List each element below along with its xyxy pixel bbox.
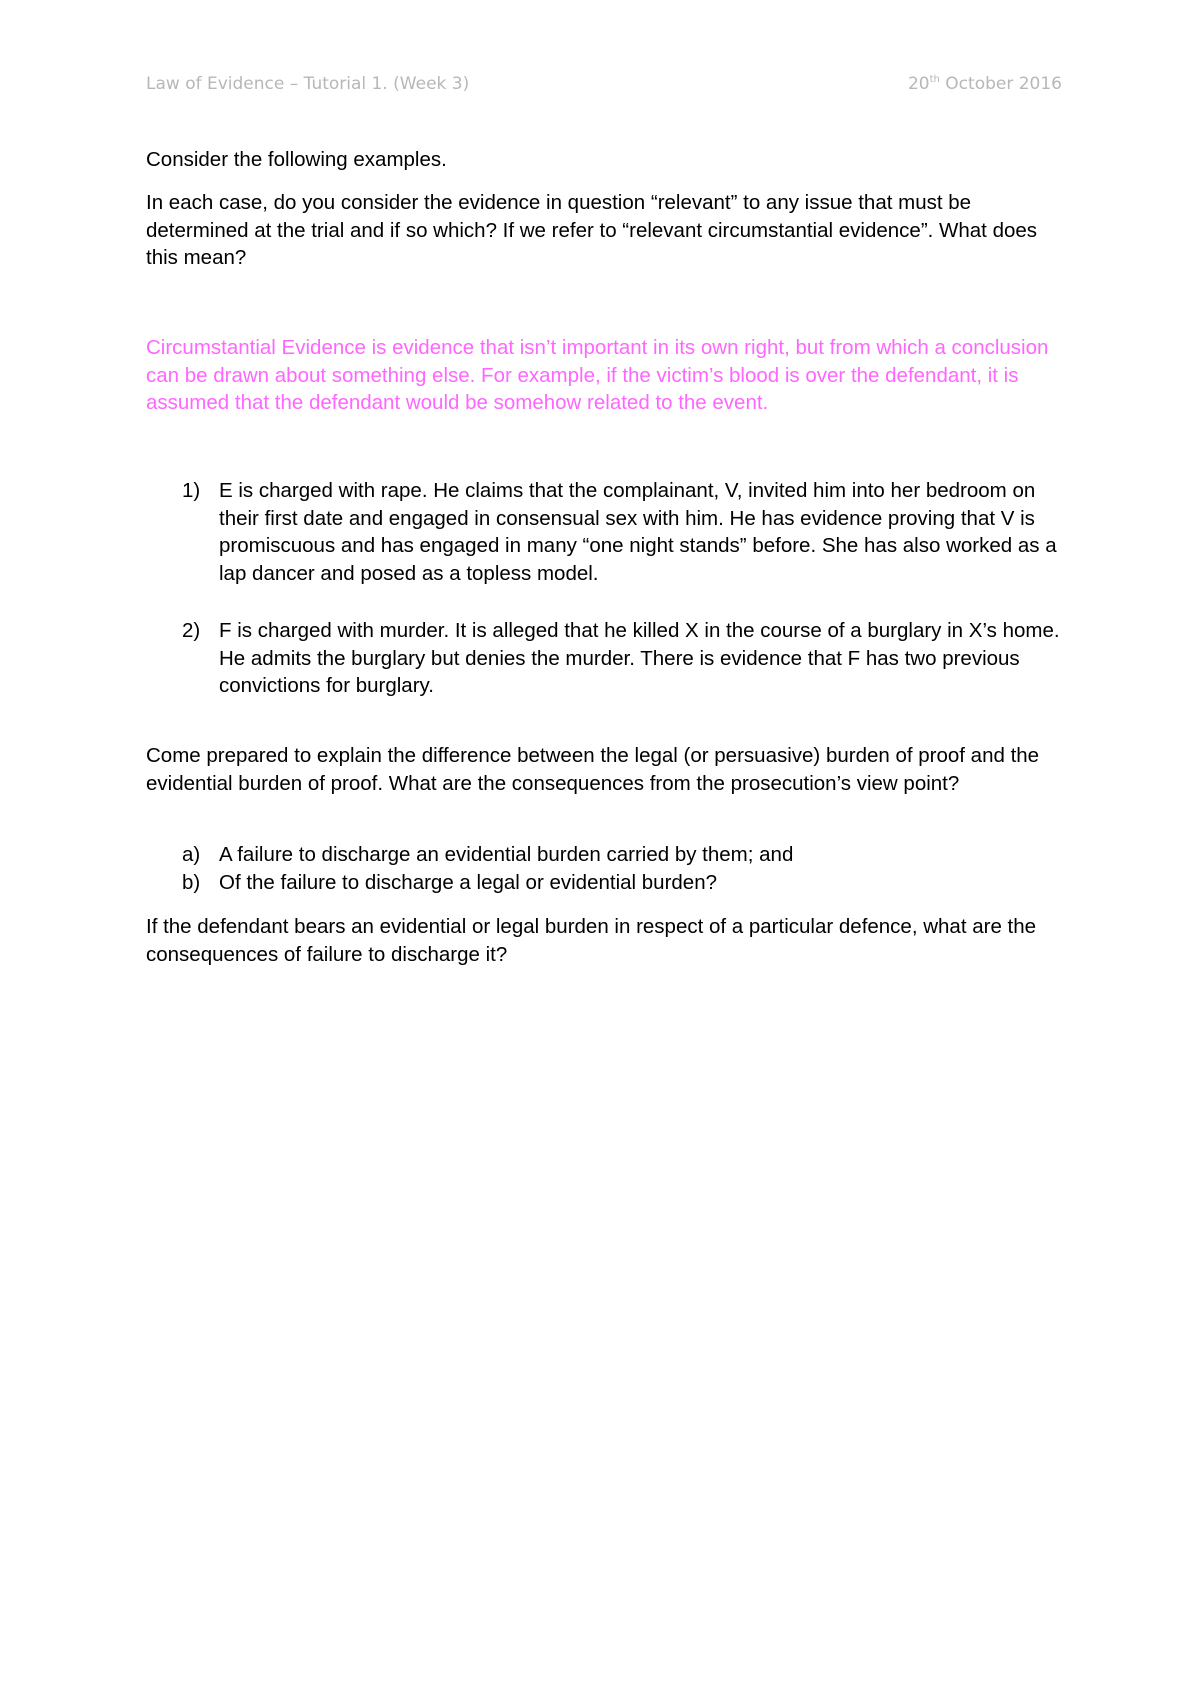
question-paragraph: In each case, do you consider the evidence in question “relevant” to any issue that must be determined at the trial and if so which? If we refer to “relevant circumstantial evidence”. What does this mean? — [146, 191, 1038, 269]
example-text: E is charged with rape. He claims that the complainant, V, invited him into her bedroom on their first date and engaged in consensual sex with him. He has evidence proving that V is promiscuous and has engaged in many “one night stands” before. She has also worked as a lap dancer and posed as a topless model. — [219, 479, 1057, 585]
header-date-day: 20 — [907, 74, 930, 94]
page-header — [146, 74, 1062, 100]
header-date — [908, 74, 1062, 94]
header-date-rest: October 2016 — [939, 74, 1062, 94]
answer-paragraph: Circumstantial Evidence is evidence that isn’t important in its own right, but from which a conclusion can be drawn about something else. For example, if the victim’s blood is over the defendant, it is assumed that the defendant would be somehow related to the event. — [146, 336, 1049, 414]
examples-list — [146, 477, 1066, 587]
burden-list — [146, 841, 1066, 896]
list-marker: b) — [182, 870, 201, 894]
list-item — [146, 841, 1066, 869]
header-title: Law of Evidence – Tutorial 1. (Week 3) — [146, 74, 470, 94]
list-item — [146, 869, 1066, 897]
intro-paragraph: Consider the following examples. — [146, 148, 447, 171]
list-item — [146, 477, 1066, 587]
burden-question-text — [146, 742, 1066, 797]
examples-list-2 — [146, 617, 1066, 700]
example-text: F is charged with murder. It is alleged that he killed X in the course of a burglary in X’s home. He admits the burglary but denies the murder. There is evidence that F has two previous convictions for burglary. — [219, 619, 1060, 697]
question-text — [146, 189, 1066, 272]
list-marker: 2) — [182, 619, 201, 642]
intro-text — [146, 146, 1066, 174]
header-date-suffix: th — [929, 74, 940, 85]
burden-item-text: Of the failure to discharge a legal or evidential burden? — [219, 870, 718, 894]
list-marker: a) — [182, 843, 201, 866]
burden-item-text: A failure to discharge an evidential burden carried by them; and — [219, 843, 794, 866]
list-item — [146, 617, 1066, 700]
answer-text — [146, 334, 1066, 417]
burden-question-paragraph: Come prepared to explain the difference between the legal (or persuasive) burden of proof and the evidential burden of proof. What are the consequences from the prosecution’s view point? — [146, 744, 1040, 795]
list-marker: 1) — [182, 479, 201, 502]
defendant-question-paragraph: If the defendant bears an evidential or legal burden in respect of a particular defence, what are the consequences of failure to discharge it? — [146, 915, 1037, 966]
defendant-question-text — [146, 913, 1066, 968]
